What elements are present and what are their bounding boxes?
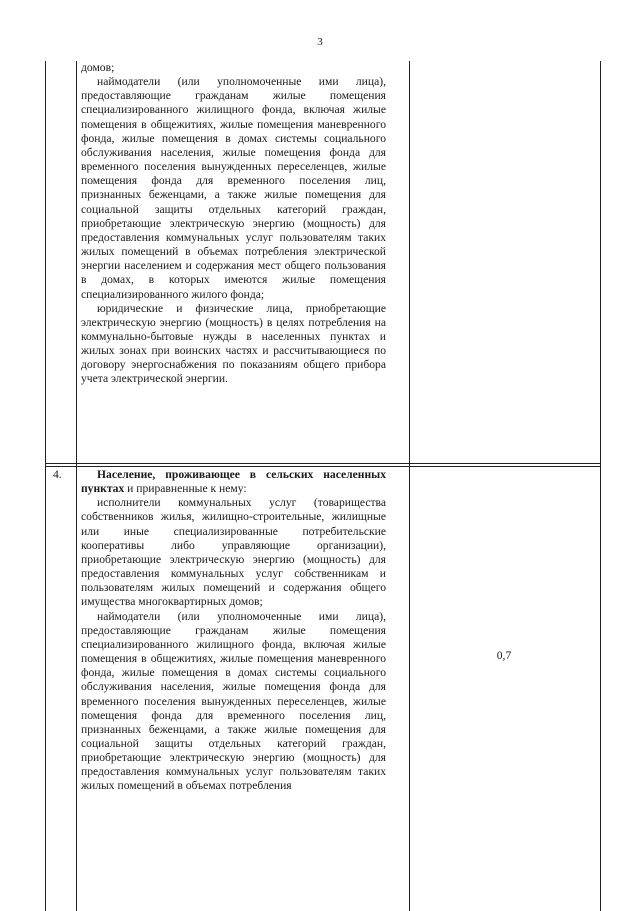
row-coefficient-value: 0,7 — [496, 649, 512, 662]
row-heading-bold: Население, проживающее в сельских населенных пунктах — [81, 468, 386, 496]
row-divider-bottom — [46, 466, 600, 467]
column-divider-value — [409, 61, 410, 911]
row-number: 4. — [53, 468, 62, 481]
row-paragraph: наймодатели (или уполномоченные ими лица), предоставляющие гражданам жилые помещения специализированного жилищного фонда, включая жилые помещения в общежитиях, жилые помещения маневренного фонда, жилые помещения в домах системы социального обслуживания населения, жилые помещения фонда для временного поселения вынужденных переселенцев, жилые помещения фонда для временного поселения лиц, признанных беженцами, а также жилые помещения для социальной защиты отдельных категорий граждан, приобретающие электрическую энергию (мощность) для предоставления коммунальных услуг пользователям таких жилых помещений в объемах потребления электрической энергии населением и содержания мест общего пользования в домах, в которых имеются жилые помещения специализированного жилого фонда; — [81, 75, 386, 301]
table-row-continuation — [81, 61, 386, 387]
table-row-rural-population — [81, 468, 386, 794]
row-paragraph: исполнители коммунальных услуг (товарищества собственников жилья, жилищно-строительные, жилищные или иные специализированные потребительские кооперативы либо управляющие организации), приобретающие электрическую энергию (мощность) для предоставления коммунальных услуг собственникам и пользователям жилых помещений и содержания общего имущества многоквартирных домов; — [81, 496, 386, 609]
page-number: 3 — [317, 36, 323, 48]
row-heading — [81, 468, 386, 496]
row-paragraph: наймодатели (или уполномоченные ими лица), предоставляющие гражданам жилые помещения специализированного жилищного фонда, включая жилые помещения в общежитиях, жилые помещения маневренного фонда, жилые помещения в домах системы социального обслуживания населения, жилые помещения фонда для временного поселения вынужденных переселенцев, жилые помещения фонда для временного поселения лиц, признанных беженцами, а также жилые помещения для социальной защиты отдельных категорий граждан, приобретающие электрическую энергию (мощность) для предоставления коммунальных услуг пользователям таких жилых помещений в объемах потребления — [81, 609, 386, 793]
row-text-lead: домов; — [81, 61, 115, 74]
row-paragraph: юридические и физические лица, приобретающие электрическую энергию (мощность) в целях потребления на коммунально-бытовые нужды в населенных пунктах и жилых зонах при воинских частях и рассчитывающиеся по договору энергоснабжения по показаниям общего прибора учета электрической энергии. — [81, 301, 386, 386]
column-divider-number — [76, 61, 77, 911]
row-divider-top — [46, 463, 600, 464]
row-heading-rest: и приравненные к нему: — [124, 482, 247, 496]
